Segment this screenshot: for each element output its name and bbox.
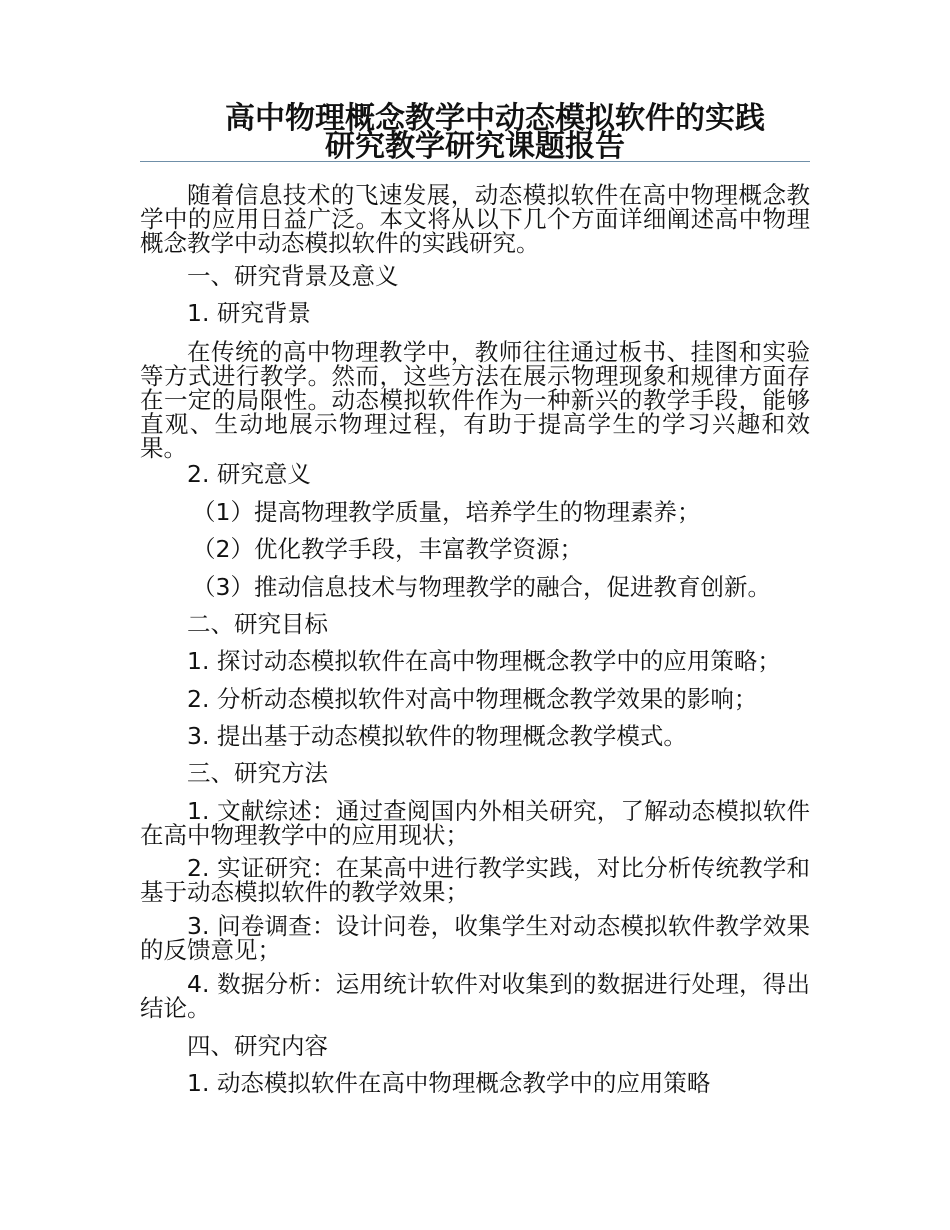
section1-heading: 一、研究背景及意义 — [187, 262, 399, 290]
section1-sub1-heading: 1. 研究背景 — [187, 299, 311, 327]
significance-item-1: （1）提高物理教学质量，培养学生的物理素养； — [192, 498, 701, 526]
goal-item-2: 2. 分析动态模拟软件对高中物理概念教学效果的影响； — [187, 685, 758, 713]
section4-heading: 四、研究内容 — [187, 1032, 328, 1060]
method-item-2: 2. 实证研究：在某高中进行教学实践，对比分析传统教学和基于动态模拟软件的教学效果； — [140, 854, 810, 906]
section2-heading: 二、研究目标 — [187, 610, 328, 638]
title-line-1: 高中物理概念教学中动态模拟软件的实践 — [225, 101, 765, 136]
significance-item-2: （2）优化教学手段，丰富教学资源； — [192, 535, 583, 563]
background-paragraph: 在传统的高中物理教学中，教师往往通过板书、挂图和实验等方式进行教学。然而，这些方法在展示物理现象和规律方面存在一定的局限性。动态模拟软件作为一种新兴的教学手段，能够直观、生动地展示物理过程，有助于提高学生的学习兴趣和效果。 — [140, 338, 810, 462]
goal-item-3: 3. 提出基于动态模拟软件的物理概念教学模式。 — [187, 722, 687, 750]
method-item-4: 4. 数据分析：运用统计软件对收集到的数据进行处理，得出结论。 — [140, 970, 810, 1022]
significance-item-3: （3）推动信息技术与物理教学的融合，促进教育创新。 — [192, 573, 771, 601]
document-title — [140, 101, 810, 164]
intro-paragraph: 随着信息技术的飞速发展，动态模拟软件在高中物理概念教学中的应用日益广泛。本文将从以下几个方面详细阐述高中物理概念教学中动态模拟软件的实践研究。 — [140, 181, 810, 257]
content-item-1: 1. 动态模拟软件在高中物理概念教学中的应用策略 — [187, 1069, 711, 1097]
title-line-2: 研究教学研究课题报告 — [325, 129, 625, 164]
method-item-1: 1. 文献综述：通过查阅国内外相关研究，了解动态模拟软件在高中物理教学中的应用现状； — [140, 797, 810, 849]
section3-heading: 三、研究方法 — [187, 759, 328, 787]
section1-sub2-heading: 2. 研究意义 — [187, 460, 311, 488]
goal-item-1: 1. 探讨动态模拟软件在高中物理概念教学中的应用策略； — [187, 647, 781, 675]
title-underline — [140, 161, 810, 162]
method-item-3: 3. 问卷调查：设计问卷，收集学生对动态模拟软件教学效果的反馈意见； — [140, 912, 810, 964]
